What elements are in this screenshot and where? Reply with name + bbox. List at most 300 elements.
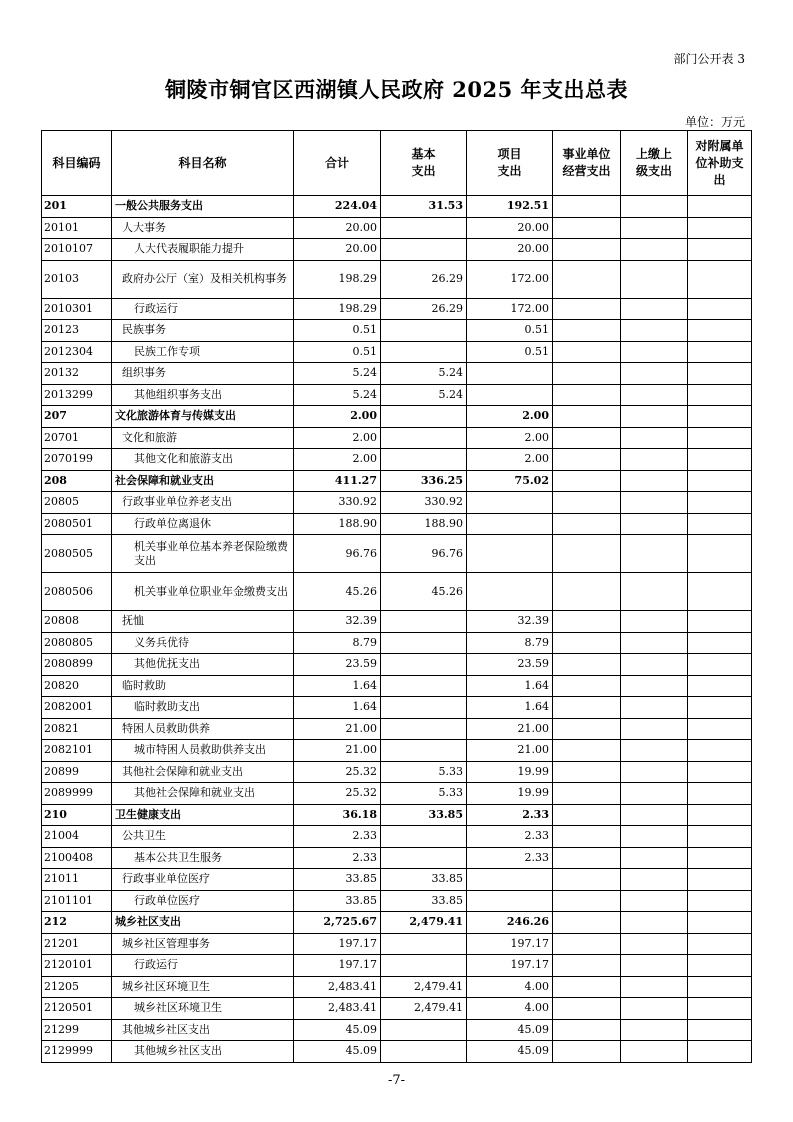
cell-business — [553, 196, 621, 218]
cell-subsidy — [688, 298, 752, 320]
table-row — [42, 933, 752, 955]
cell-name: 城市特困人员救助供养支出 — [112, 740, 294, 762]
cell-subsidy — [688, 217, 752, 239]
cell-code: 2080899 — [42, 654, 112, 676]
cell-code: 20899 — [42, 761, 112, 783]
table-row — [42, 654, 752, 676]
table-row — [42, 955, 752, 977]
cell-name: 其他社会保障和就业支出 — [112, 761, 294, 783]
cell-business — [553, 573, 621, 611]
cell-total: 2.33 — [294, 847, 381, 869]
table-row — [42, 492, 752, 514]
cell-subsidy — [688, 470, 752, 492]
cell-name: 义务兵优待 — [112, 632, 294, 654]
cell-subsidy — [688, 955, 752, 977]
table-row — [42, 697, 752, 719]
cell-total: 8.79 — [294, 632, 381, 654]
cell-project — [467, 535, 553, 573]
table-row — [42, 632, 752, 654]
table-row — [42, 573, 752, 611]
cell-business — [553, 740, 621, 762]
cell-basic: 2,479.41 — [381, 998, 467, 1020]
cell-subsidy — [688, 976, 752, 998]
table-row — [42, 406, 752, 428]
cell-subsidy — [688, 384, 752, 406]
cell-business — [553, 998, 621, 1020]
cell-total: 2,483.41 — [294, 998, 381, 1020]
table-row — [42, 869, 752, 891]
cell-business — [553, 890, 621, 912]
cell-basic: 2,479.41 — [381, 976, 467, 998]
table-row — [42, 427, 752, 449]
cell-basic — [381, 675, 467, 697]
cell-business — [553, 933, 621, 955]
cell-upper — [621, 449, 688, 471]
cell-upper — [621, 239, 688, 261]
cell-total: 45.09 — [294, 1019, 381, 1041]
cell-project: 172.00 — [467, 260, 553, 298]
cell-name: 行政运行 — [112, 298, 294, 320]
table-row — [42, 363, 752, 385]
cell-upper — [621, 761, 688, 783]
cell-subsidy — [688, 869, 752, 891]
cell-code: 21201 — [42, 933, 112, 955]
cell-basic — [381, 847, 467, 869]
cell-project: 0.51 — [467, 320, 553, 342]
cell-basic — [381, 955, 467, 977]
cell-basic: 33.85 — [381, 869, 467, 891]
cell-upper — [621, 341, 688, 363]
header-code: 科目编码 — [42, 131, 112, 196]
cell-project: 20.00 — [467, 217, 553, 239]
cell-name: 一般公共服务支出 — [112, 196, 294, 218]
cell-business — [553, 697, 621, 719]
cell-upper — [621, 427, 688, 449]
cell-basic — [381, 740, 467, 762]
cell-total: 96.76 — [294, 535, 381, 573]
cell-business — [553, 1041, 621, 1063]
cell-business — [553, 406, 621, 428]
cell-code: 2129999 — [42, 1041, 112, 1063]
cell-subsidy — [688, 573, 752, 611]
cell-basic — [381, 449, 467, 471]
cell-total: 5.24 — [294, 363, 381, 385]
cell-total: 33.85 — [294, 890, 381, 912]
cell-project: 21.00 — [467, 740, 553, 762]
cell-subsidy — [688, 341, 752, 363]
cell-business — [553, 675, 621, 697]
cell-name: 行政单位医疗 — [112, 890, 294, 912]
cell-upper — [621, 573, 688, 611]
page-title: 铜陵市铜官区西湖镇人民政府 2025 年支出总表 — [164, 77, 629, 102]
table-row — [42, 217, 752, 239]
cell-code: 20103 — [42, 260, 112, 298]
cell-code: 20820 — [42, 675, 112, 697]
header-subsidy: 对附属单 位补助支 出 — [688, 131, 752, 196]
cell-basic: 330.92 — [381, 492, 467, 514]
cell-project: 2.00 — [467, 427, 553, 449]
cell-total: 33.85 — [294, 869, 381, 891]
cell-name: 人大事务 — [112, 217, 294, 239]
cell-total: 2,483.41 — [294, 976, 381, 998]
cell-subsidy — [688, 535, 752, 573]
cell-business — [553, 535, 621, 573]
cell-name: 其他组织事务支出 — [112, 384, 294, 406]
cell-name: 社会保障和就业支出 — [112, 470, 294, 492]
cell-total: 25.32 — [294, 783, 381, 805]
cell-name: 城乡社区环境卫生 — [112, 998, 294, 1020]
cell-project: 20.00 — [467, 239, 553, 261]
cell-project: 45.09 — [467, 1041, 553, 1063]
table-row — [42, 761, 752, 783]
cell-project: 197.17 — [467, 955, 553, 977]
cell-subsidy — [688, 804, 752, 826]
cell-project: 246.26 — [467, 912, 553, 934]
cell-subsidy — [688, 740, 752, 762]
cell-basic — [381, 239, 467, 261]
cell-project — [467, 890, 553, 912]
cell-business — [553, 654, 621, 676]
cell-upper — [621, 1041, 688, 1063]
cell-upper — [621, 470, 688, 492]
table-row — [42, 675, 752, 697]
cell-basic — [381, 654, 467, 676]
cell-code: 2080805 — [42, 632, 112, 654]
cell-business — [553, 320, 621, 342]
cell-basic: 5.33 — [381, 761, 467, 783]
cell-project: 1.64 — [467, 697, 553, 719]
cell-business — [553, 217, 621, 239]
cell-basic — [381, 611, 467, 633]
cell-business — [553, 260, 621, 298]
cell-code: 2101101 — [42, 890, 112, 912]
cell-name: 基本公共卫生服务 — [112, 847, 294, 869]
cell-upper — [621, 535, 688, 573]
cell-basic: 31.53 — [381, 196, 467, 218]
cell-project — [467, 384, 553, 406]
cell-code: 20805 — [42, 492, 112, 514]
cell-project: 2.00 — [467, 449, 553, 471]
table-row — [42, 912, 752, 934]
header-business: 事业单位 经营支出 — [553, 131, 621, 196]
table-row — [42, 260, 752, 298]
cell-total: 2.00 — [294, 449, 381, 471]
cell-total: 197.17 — [294, 955, 381, 977]
cell-project: 19.99 — [467, 783, 553, 805]
cell-subsidy — [688, 320, 752, 342]
cell-subsidy — [688, 718, 752, 740]
cell-basic — [381, 217, 467, 239]
table-row — [42, 718, 752, 740]
cell-code: 212 — [42, 912, 112, 934]
cell-business — [553, 718, 621, 740]
cell-upper — [621, 955, 688, 977]
cell-code: 2012304 — [42, 341, 112, 363]
cell-total: 5.24 — [294, 384, 381, 406]
cell-basic: 5.33 — [381, 783, 467, 805]
cell-total: 2.33 — [294, 826, 381, 848]
cell-project — [467, 492, 553, 514]
cell-name: 其他社会保障和就业支出 — [112, 783, 294, 805]
cell-code: 2013299 — [42, 384, 112, 406]
cell-business — [553, 1019, 621, 1041]
cell-project: 8.79 — [467, 632, 553, 654]
cell-name: 机关事业单位职业年金缴费支出 — [112, 573, 294, 611]
cell-upper — [621, 675, 688, 697]
cell-business — [553, 384, 621, 406]
cell-business — [553, 976, 621, 998]
cell-basic: 2,479.41 — [381, 912, 467, 934]
cell-name: 行政单位离退休 — [112, 513, 294, 535]
cell-name: 组织事务 — [112, 363, 294, 385]
cell-name: 城乡社区支出 — [112, 912, 294, 934]
cell-upper — [621, 783, 688, 805]
cell-code: 2089999 — [42, 783, 112, 805]
cell-name: 公共卫生 — [112, 826, 294, 848]
cell-basic — [381, 632, 467, 654]
cell-upper — [621, 320, 688, 342]
cell-total: 1.64 — [294, 675, 381, 697]
header-basic: 基本 支出 — [381, 131, 467, 196]
cell-code: 20808 — [42, 611, 112, 633]
cell-project: 19.99 — [467, 761, 553, 783]
cell-basic: 33.85 — [381, 804, 467, 826]
cell-project: 2.33 — [467, 826, 553, 848]
cell-upper — [621, 740, 688, 762]
cell-code: 208 — [42, 470, 112, 492]
cell-project: 4.00 — [467, 976, 553, 998]
cell-business — [553, 783, 621, 805]
cell-total: 197.17 — [294, 933, 381, 955]
cell-project: 192.51 — [467, 196, 553, 218]
cell-name: 文化和旅游 — [112, 427, 294, 449]
table-row — [42, 611, 752, 633]
cell-code: 20132 — [42, 363, 112, 385]
cell-subsidy — [688, 847, 752, 869]
table-row — [42, 783, 752, 805]
cell-upper — [621, 492, 688, 514]
cell-project — [467, 869, 553, 891]
header-project: 项目 支出 — [467, 131, 553, 196]
cell-name: 机关事业单位基本养老保险缴费支出 — [112, 535, 294, 573]
table-row — [42, 740, 752, 762]
cell-project: 0.51 — [467, 341, 553, 363]
cell-project: 172.00 — [467, 298, 553, 320]
table-row — [42, 976, 752, 998]
cell-subsidy — [688, 654, 752, 676]
table-row — [42, 196, 752, 218]
cell-code: 2070199 — [42, 449, 112, 471]
table-row — [42, 890, 752, 912]
cell-project: 32.39 — [467, 611, 553, 633]
cell-name: 其他优抚支出 — [112, 654, 294, 676]
cell-upper — [621, 196, 688, 218]
cell-name: 行政事业单位医疗 — [112, 869, 294, 891]
cell-subsidy — [688, 239, 752, 261]
cell-code: 2120101 — [42, 955, 112, 977]
cell-subsidy — [688, 260, 752, 298]
cell-project — [467, 573, 553, 611]
cell-project: 2.33 — [467, 847, 553, 869]
cell-name: 临时救助支出 — [112, 697, 294, 719]
cell-subsidy — [688, 826, 752, 848]
cell-subsidy — [688, 196, 752, 218]
cell-project: 197.17 — [467, 933, 553, 955]
cell-upper — [621, 298, 688, 320]
cell-name: 文化旅游体育与传媒支出 — [112, 406, 294, 428]
cell-code: 21205 — [42, 976, 112, 998]
cell-business — [553, 449, 621, 471]
cell-upper — [621, 718, 688, 740]
cell-name: 抚恤 — [112, 611, 294, 633]
cell-subsidy — [688, 761, 752, 783]
cell-basic: 26.29 — [381, 298, 467, 320]
table-number-label: 部门公开表 3 — [673, 52, 745, 66]
cell-business — [553, 761, 621, 783]
table-row — [42, 804, 752, 826]
cell-project — [467, 513, 553, 535]
table-row — [42, 1019, 752, 1041]
cell-upper — [621, 998, 688, 1020]
cell-upper — [621, 406, 688, 428]
cell-upper — [621, 632, 688, 654]
cell-name: 行政运行 — [112, 955, 294, 977]
cell-code: 2100408 — [42, 847, 112, 869]
cell-subsidy — [688, 611, 752, 633]
cell-total: 32.39 — [294, 611, 381, 633]
cell-name: 其他文化和旅游支出 — [112, 449, 294, 471]
table-body — [42, 196, 752, 1063]
table-row — [42, 341, 752, 363]
cell-subsidy — [688, 912, 752, 934]
cell-code: 201 — [42, 196, 112, 218]
cell-subsidy — [688, 890, 752, 912]
cell-business — [553, 912, 621, 934]
cell-code: 20821 — [42, 718, 112, 740]
cell-total: 20.00 — [294, 239, 381, 261]
unit-label: 单位：万元 — [684, 115, 745, 129]
cell-code: 21011 — [42, 869, 112, 891]
cell-name: 行政事业单位养老支出 — [112, 492, 294, 514]
cell-business — [553, 427, 621, 449]
table-row — [42, 847, 752, 869]
cell-total: 45.26 — [294, 573, 381, 611]
cell-subsidy — [688, 998, 752, 1020]
header-row — [42, 131, 752, 196]
cell-total: 198.29 — [294, 260, 381, 298]
table-row — [42, 998, 752, 1020]
table-row — [42, 826, 752, 848]
cell-subsidy — [688, 513, 752, 535]
cell-business — [553, 611, 621, 633]
table-row — [42, 470, 752, 492]
cell-project: 2.00 — [467, 406, 553, 428]
cell-subsidy — [688, 697, 752, 719]
table-row — [42, 384, 752, 406]
cell-total: 25.32 — [294, 761, 381, 783]
cell-code: 2082001 — [42, 697, 112, 719]
cell-code: 20123 — [42, 320, 112, 342]
cell-code: 20101 — [42, 217, 112, 239]
expenditure-table — [41, 130, 752, 1063]
cell-business — [553, 239, 621, 261]
cell-total: 0.51 — [294, 341, 381, 363]
cell-business — [553, 632, 621, 654]
cell-upper — [621, 826, 688, 848]
table-row — [42, 449, 752, 471]
cell-upper — [621, 933, 688, 955]
table-row — [42, 513, 752, 535]
cell-name: 城乡社区环境卫生 — [112, 976, 294, 998]
cell-subsidy — [688, 1019, 752, 1041]
cell-upper — [621, 654, 688, 676]
cell-basic — [381, 427, 467, 449]
cell-code: 20701 — [42, 427, 112, 449]
cell-business — [553, 804, 621, 826]
cell-name: 城乡社区管理事务 — [112, 933, 294, 955]
cell-basic: 188.90 — [381, 513, 467, 535]
cell-code: 2080506 — [42, 573, 112, 611]
cell-subsidy — [688, 449, 752, 471]
cell-business — [553, 955, 621, 977]
cell-total: 2.00 — [294, 427, 381, 449]
cell-basic: 336.25 — [381, 470, 467, 492]
cell-name: 政府办公厅（室）及相关机构事务 — [112, 260, 294, 298]
cell-basic: 45.26 — [381, 573, 467, 611]
cell-total: 2,725.67 — [294, 912, 381, 934]
cell-upper — [621, 363, 688, 385]
cell-upper — [621, 384, 688, 406]
cell-upper — [621, 912, 688, 934]
cell-subsidy — [688, 675, 752, 697]
cell-total: 2.00 — [294, 406, 381, 428]
header-total: 合计 — [294, 131, 381, 196]
cell-upper — [621, 697, 688, 719]
cell-basic: 33.85 — [381, 890, 467, 912]
cell-total: 23.59 — [294, 654, 381, 676]
cell-total: 36.18 — [294, 804, 381, 826]
cell-total: 1.64 — [294, 697, 381, 719]
cell-basic — [381, 933, 467, 955]
cell-total: 411.27 — [294, 470, 381, 492]
cell-code: 21004 — [42, 826, 112, 848]
cell-code: 2080505 — [42, 535, 112, 573]
cell-name: 其他城乡社区支出 — [112, 1041, 294, 1063]
cell-code: 2010107 — [42, 239, 112, 261]
cell-total: 21.00 — [294, 740, 381, 762]
cell-total: 188.90 — [294, 513, 381, 535]
cell-basic — [381, 320, 467, 342]
cell-total: 330.92 — [294, 492, 381, 514]
cell-basic: 96.76 — [381, 535, 467, 573]
cell-upper — [621, 847, 688, 869]
cell-name: 其他城乡社区支出 — [112, 1019, 294, 1041]
cell-basic — [381, 718, 467, 740]
cell-subsidy — [688, 632, 752, 654]
cell-business — [553, 826, 621, 848]
cell-total: 198.29 — [294, 298, 381, 320]
cell-subsidy — [688, 783, 752, 805]
cell-upper — [621, 217, 688, 239]
cell-business — [553, 513, 621, 535]
cell-basic — [381, 1019, 467, 1041]
cell-code: 2010301 — [42, 298, 112, 320]
cell-basic — [381, 697, 467, 719]
cell-code: 2080501 — [42, 513, 112, 535]
table-row — [42, 239, 752, 261]
cell-name: 卫生健康支出 — [112, 804, 294, 826]
cell-basic — [381, 1041, 467, 1063]
